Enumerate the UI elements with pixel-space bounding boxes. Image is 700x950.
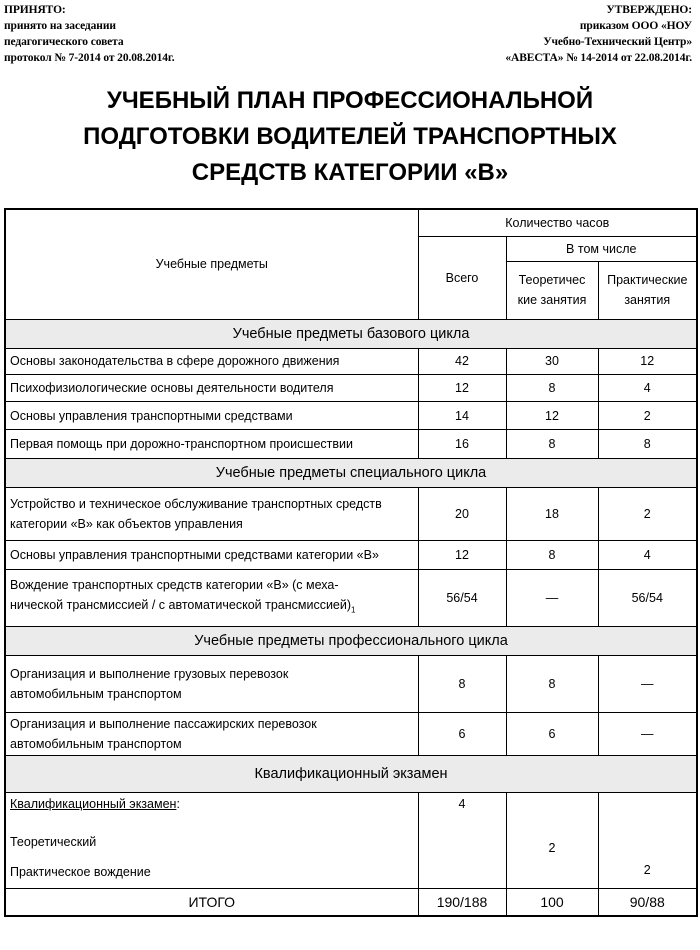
totals-practice: 90/88 [598, 889, 697, 916]
table-row [5, 430, 697, 459]
hours-practice: 8 [598, 430, 697, 459]
totals-label: ИТОГО [5, 889, 418, 916]
section-title-special: Учебные предметы специального цикла [5, 459, 697, 488]
approval-block-left [4, 2, 175, 66]
exam-theory: 2 [506, 793, 598, 889]
hours-practice: 2 [598, 488, 697, 540]
exam-colon: : [176, 797, 180, 812]
hours-practice: — [598, 656, 697, 713]
totals-total: 190/188 [418, 889, 506, 916]
hours-practice: 56/54 [598, 569, 697, 626]
exam-row [5, 793, 697, 889]
exam-practice: 2 [598, 793, 697, 889]
subject-line-2-text: нической трансмиссией / с автоматической трансмиссией) [10, 598, 352, 613]
header-theory-line-1: Теоретичес [518, 273, 586, 288]
section-row [5, 626, 697, 655]
hours-practice: 4 [598, 540, 697, 569]
section-title-basic: Учебные предметы базового цикла [5, 319, 697, 348]
subject-name: Основы управления транспортными средствами категории «В» [5, 540, 418, 569]
approved-line-2: приказом ООО «НОУ [579, 20, 692, 32]
accepted-line-3: педагогического совета [4, 36, 124, 48]
hours-practice: 12 [598, 348, 697, 374]
hours-practice: 2 [598, 402, 697, 430]
header-hours: Количество часов [418, 209, 697, 236]
hours-total: 6 [418, 713, 506, 756]
hours-theory: — [506, 569, 598, 626]
page-title [0, 83, 700, 191]
title-line-1: УЧЕБНЫЙ ПЛАН ПРОФЕССИОНАЛЬНОЙ [106, 87, 594, 114]
title-line-3: СРЕДСТВ КАТЕГОРИИ «В» [191, 159, 509, 186]
table-row [5, 569, 697, 626]
subject-line-1: Организация и выполнение грузовых перевозок [10, 667, 289, 682]
hours-total: 12 [418, 375, 506, 402]
exam-theory-label: Теоретический [10, 835, 97, 850]
subject-line-1: Организация и выполнение пассажирских перевозок [10, 717, 317, 732]
subject-name: Психофизиологические основы деятельности водителя [5, 375, 418, 402]
header-theory [506, 261, 598, 319]
subject-line-2 [10, 595, 414, 621]
curriculum-table [4, 208, 698, 917]
approved-heading: УТВЕРЖДЕНО: [606, 4, 692, 16]
exam-total: 4 [418, 793, 506, 889]
table-row [5, 348, 697, 374]
approval-block-right [505, 2, 692, 66]
hours-theory: 6 [506, 713, 598, 756]
subject-line-1: Вождение транспортных средств категории «В» (с меха- [10, 578, 339, 593]
header-theory-line-2: кие занятия [517, 293, 587, 308]
subject-name [5, 569, 418, 626]
subject-line-2: категории «В» как объектов управления [10, 516, 243, 531]
accepted-line-2: принято на заседании [4, 20, 116, 32]
subject-line-2: автомобильным транспортом [10, 737, 182, 752]
table-row [5, 402, 697, 430]
hours-practice: — [598, 713, 697, 756]
hours-total: 8 [418, 656, 506, 713]
section-row [5, 459, 697, 488]
approved-line-3: Учебно-Технический Центр» [543, 36, 692, 48]
subject-name: Первая помощь при дорожно-транспортном происшествии [5, 430, 418, 459]
hours-total: 20 [418, 488, 506, 540]
hours-theory: 8 [506, 540, 598, 569]
header-subjects: Учебные предметы [5, 209, 418, 319]
subject-name: Основы управления транспортными средствами [5, 402, 418, 430]
subject-name: Основы законодательства в сфере дорожного движения [5, 348, 418, 374]
hours-theory: 12 [506, 402, 598, 430]
header-total: Всего [418, 236, 506, 319]
hours-theory: 18 [506, 488, 598, 540]
table-row [5, 540, 697, 569]
subject-name [5, 488, 418, 540]
header-practice-line-1: Практические [607, 273, 688, 288]
accepted-protocol: протокол № 7-2014 от 20.08.2014г. [4, 52, 175, 64]
hours-theory: 8 [506, 656, 598, 713]
exam-heading [10, 797, 414, 835]
table-header-row [5, 209, 697, 236]
subject-line-1: Устройство и техническое обслуживание транспортных средств [10, 496, 382, 511]
exam-practice-label: Практическое вождение [10, 865, 151, 880]
table-row [5, 713, 697, 756]
approved-order: «АВЕСТА» № 14-2014 от 22.08.2014г. [505, 52, 692, 64]
exam-subjects [5, 793, 418, 889]
hours-theory: 8 [506, 430, 598, 459]
subject-line-2: автомобильным транспортом [10, 687, 182, 702]
header-practice-line-2: занятия [624, 293, 671, 308]
section-title-professional: Учебные предметы профессионального цикла [5, 626, 697, 655]
footnote-mark: 1 [351, 605, 356, 615]
table-row [5, 375, 697, 402]
section-row [5, 756, 697, 793]
hours-total: 12 [418, 540, 506, 569]
hours-theory: 30 [506, 348, 598, 374]
hours-total: 16 [418, 430, 506, 459]
section-row [5, 319, 697, 348]
title-line-2: ПОДГОТОВКИ ВОДИТЕЛЕЙ ТРАНСПОРТНЫХ [83, 123, 617, 150]
subject-name [5, 713, 418, 756]
accepted-heading: ПРИНЯТО: [4, 4, 66, 16]
subject-name [5, 656, 418, 713]
hours-total: 42 [418, 348, 506, 374]
section-title-exam: Квалификационный экзамен [5, 756, 697, 793]
hours-total: 14 [418, 402, 506, 430]
hours-total: 56/54 [418, 569, 506, 626]
hours-theory: 8 [506, 375, 598, 402]
table-row [5, 488, 697, 540]
exam-label: Квалификационный экзамен [10, 797, 177, 812]
header-including: В том числе [506, 236, 697, 261]
hours-practice: 4 [598, 375, 697, 402]
table-row [5, 656, 697, 713]
totals-theory: 100 [506, 889, 598, 916]
totals-row [5, 889, 697, 916]
header-practice [598, 261, 697, 319]
